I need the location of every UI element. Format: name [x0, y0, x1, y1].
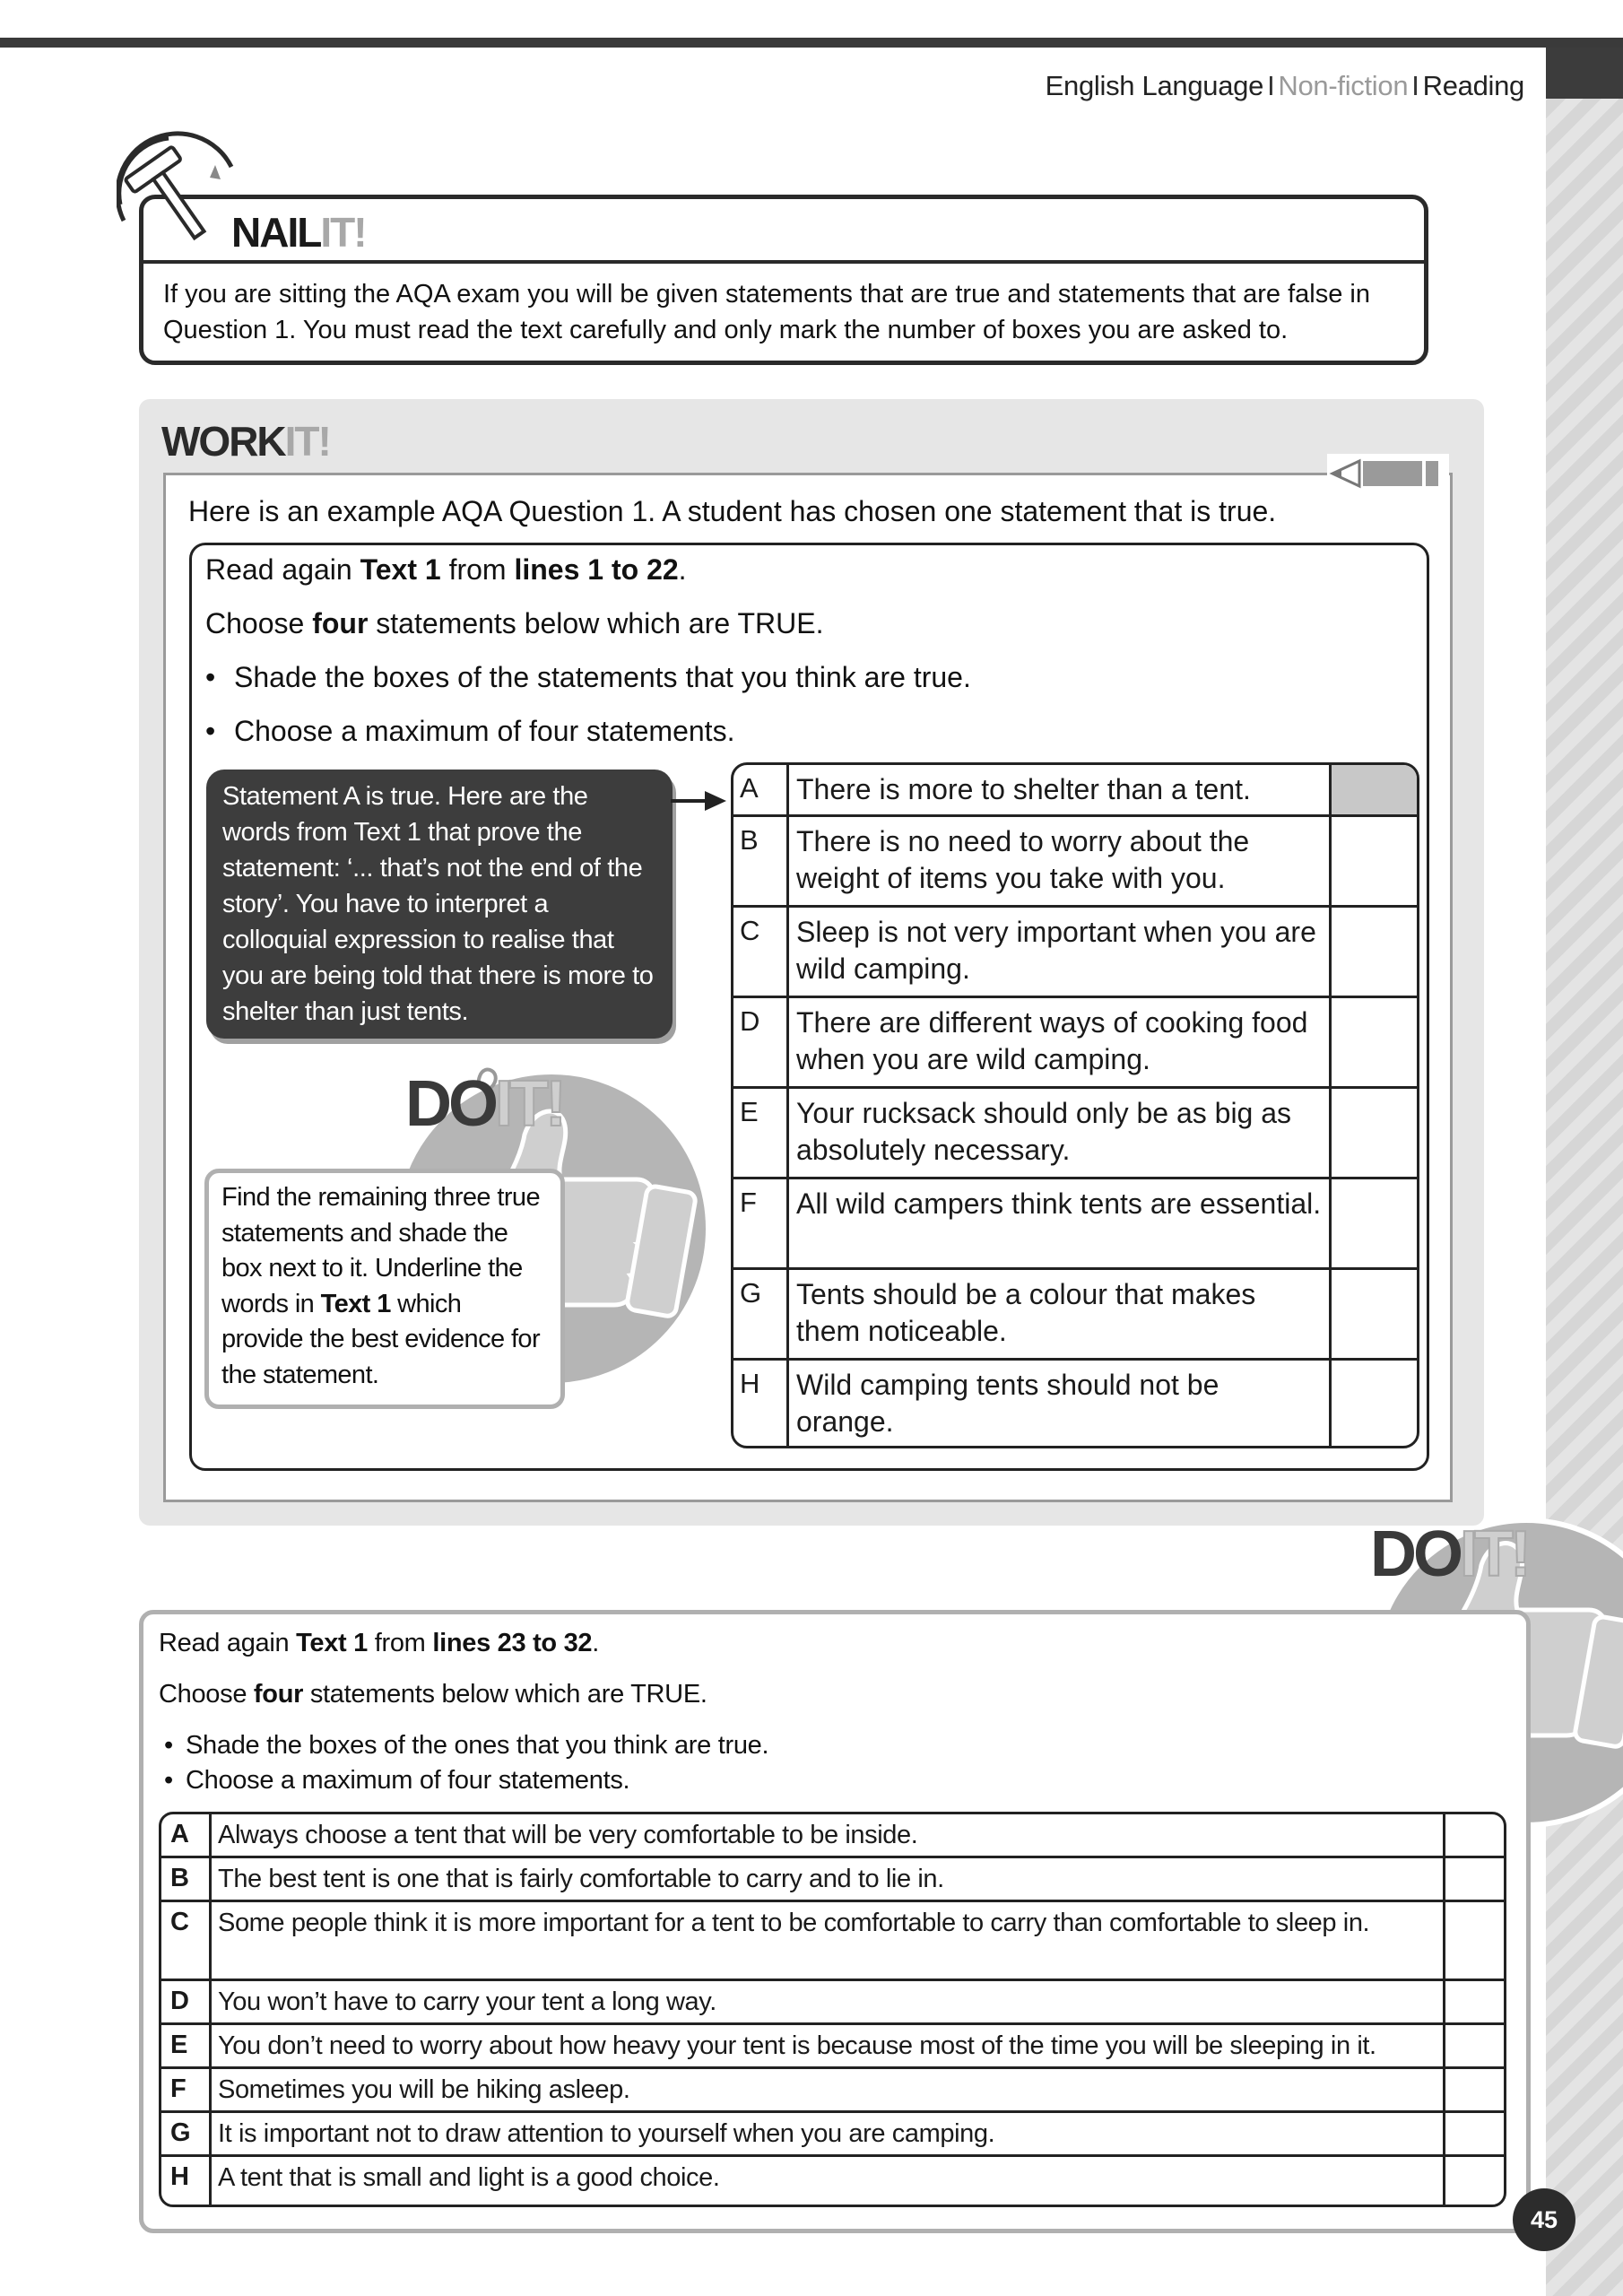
- statement-text: There is more to shelter than a tent.: [789, 765, 1332, 814]
- section-tab: [1546, 48, 1623, 99]
- statement-text: Your rucksack should only be as big as absolutely necessary.: [789, 1089, 1332, 1177]
- question-bullet: • Choose a maximum of four statements.: [205, 715, 735, 747]
- answer-box[interactable]: [1332, 1179, 1417, 1267]
- do-it-title-dark: DO: [1370, 1518, 1460, 1590]
- table-row: [161, 2069, 1504, 2113]
- table-row: [733, 1270, 1417, 1361]
- statement-letter: H: [733, 1361, 789, 1448]
- table-row: [733, 1179, 1417, 1270]
- page-edge-strip: [1546, 48, 1623, 2296]
- hammer-icon: [117, 131, 240, 255]
- do-it-title: [1370, 1518, 1528, 1591]
- header-separator: I: [1267, 70, 1275, 101]
- table-row: [733, 998, 1417, 1089]
- statement-letter: A: [161, 1814, 212, 1856]
- arrow-right-icon: [671, 788, 726, 813]
- answer-box[interactable]: [1332, 1270, 1417, 1358]
- table-row: [161, 1858, 1504, 1902]
- answer-box[interactable]: [1332, 998, 1417, 1086]
- task-line-1: Read again Text 1 from lines 23 to 32.: [159, 1629, 600, 1657]
- statement-text: Some people think it is more important for a tent to be comfortable to carry than comfortable to sleep in.: [212, 1902, 1445, 1979]
- answer-box[interactable]: [1445, 1981, 1504, 2022]
- statement-letter: E: [733, 1089, 789, 1177]
- header-subject: English Language: [1045, 70, 1264, 101]
- statement-letter: E: [161, 2025, 212, 2066]
- table-row: [161, 2157, 1504, 2205]
- statement-letter: A: [733, 765, 789, 814]
- nail-it-title-dark: NAIL: [231, 209, 321, 256]
- statement-letter: H: [161, 2157, 212, 2205]
- answer-box[interactable]: [1445, 2025, 1504, 2066]
- statement-letter: F: [161, 2069, 212, 2110]
- table-row: [161, 2113, 1504, 2157]
- question-line-2: Choose four statements below which are TRUE.: [205, 607, 824, 639]
- header-separator: I: [1411, 70, 1419, 101]
- answer-box[interactable]: [1445, 1902, 1504, 1979]
- question-bullet: • Shade the boxes of the statements that you think are true.: [205, 661, 971, 693]
- top-bar: [0, 38, 1623, 48]
- statement-text: It is important not to draw attention to yourself when you are camping.: [212, 2113, 1445, 2154]
- nail-it-title-light: IT!: [320, 209, 366, 256]
- statement-letter: F: [733, 1179, 789, 1267]
- statement-text: There are different ways of cooking food when you are wild camping.: [789, 998, 1332, 1086]
- table-row: [161, 1902, 1504, 1981]
- answer-box[interactable]: [1445, 1814, 1504, 1856]
- statement-text: Tents should be a colour that makes them noticeable.: [789, 1270, 1332, 1358]
- statement-text: There is no need to worry about the weight of items you take with you.: [789, 817, 1332, 905]
- pencil-icon: [1327, 454, 1449, 493]
- work-it-intro: Here is an example AQA Question 1. A student has chosen one statement that is true.: [188, 495, 1277, 527]
- statement-text: You don’t need to worry about how heavy your tent is because most of the time you will be sleeping in it.: [212, 2025, 1445, 2066]
- do-it-task: Find the remaining three true statements and shade the box next to it. Underline the words in Text 1 which provide the best evidence for the statement.: [204, 1169, 565, 1409]
- statement-letter: D: [161, 1981, 212, 2022]
- statement-text: Wild camping tents should not be orange.: [789, 1361, 1332, 1448]
- statement-letter: C: [733, 908, 789, 996]
- nail-it-title: [143, 199, 1424, 264]
- table-row: [733, 1361, 1417, 1448]
- table-row: [161, 1814, 1504, 1858]
- answer-callout: Statement A is true. Here are the words from Text 1 that prove the statement: ‘... that’s not the end of the story’. You have to interpret a colloquial expression to realise that you are being told that there is more to shelter than just tents.: [206, 770, 673, 1039]
- question-line-1: Read again Text 1 from lines 1 to 22.: [205, 553, 687, 586]
- answer-box[interactable]: [1332, 908, 1417, 996]
- statement-letter: G: [161, 2113, 212, 2154]
- do-it-title: [405, 1067, 563, 1141]
- statement-text: Sometimes you will be hiking asleep.: [212, 2069, 1445, 2110]
- answer-box[interactable]: [1445, 1858, 1504, 1900]
- header-topic: Non-fiction: [1278, 70, 1409, 101]
- table-row: [733, 765, 1417, 817]
- table-row: [161, 1981, 1504, 2025]
- statement-letter: B: [161, 1858, 212, 1900]
- statement-letter: D: [733, 998, 789, 1086]
- statement-text: You won’t have to carry your tent a long way.: [212, 1981, 1445, 2022]
- work-it-title-dark: WORK: [161, 418, 285, 465]
- answer-box[interactable]: [1332, 817, 1417, 905]
- statement-text: All wild campers think tents are essential.: [789, 1179, 1332, 1267]
- answer-box[interactable]: [1445, 2157, 1504, 2205]
- answer-box[interactable]: [1445, 2069, 1504, 2110]
- table-row: [733, 817, 1417, 908]
- do-it-title-light: IT!: [495, 1068, 563, 1140]
- statement-letter: C: [161, 1902, 212, 1979]
- task-line-2: Choose four statements below which are TRUE.: [159, 1680, 707, 1709]
- answer-box-shaded[interactable]: [1332, 765, 1417, 814]
- work-it-title: [161, 417, 330, 465]
- do-it-title-light: IT!: [1460, 1518, 1528, 1590]
- nail-it-text: If you are sitting the AQA exam you will be given statements that are true and statements that are false in Question 1. You must read the text carefully and only mark the number of boxes you are asked to.: [163, 280, 1371, 344]
- statement-text: The best tent is one that is fairly comfortable to carry and to lie in.: [212, 1858, 1445, 1900]
- table-row: [161, 2025, 1504, 2069]
- statement-text: Sleep is not very important when you are wild camping.: [789, 908, 1332, 996]
- statement-letter: B: [733, 817, 789, 905]
- statement-text: Always choose a tent that will be very comfortable to be inside.: [212, 1814, 1445, 1856]
- task-bullet: • Shade the boxes of the ones that you think are true.: [164, 1731, 769, 1760]
- do-it-title-dark: DO: [405, 1068, 495, 1140]
- header-section: Reading: [1422, 70, 1524, 101]
- answer-box[interactable]: [1332, 1089, 1417, 1177]
- page-number: 45: [1513, 2188, 1575, 2251]
- statements-table-2: [159, 1812, 1506, 2207]
- running-header: [1046, 70, 1524, 102]
- table-row: [733, 1089, 1417, 1179]
- statements-table: [731, 762, 1419, 1448]
- nail-it-box: [139, 195, 1428, 365]
- answer-box[interactable]: [1332, 1361, 1417, 1448]
- task-bullet: • Choose a maximum of four statements.: [164, 1766, 630, 1795]
- statement-text: A tent that is small and light is a good choice.: [212, 2157, 1445, 2205]
- answer-box[interactable]: [1445, 2113, 1504, 2154]
- statement-letter: G: [733, 1270, 789, 1358]
- work-it-title-light: IT!: [284, 418, 330, 465]
- table-row: [733, 908, 1417, 998]
